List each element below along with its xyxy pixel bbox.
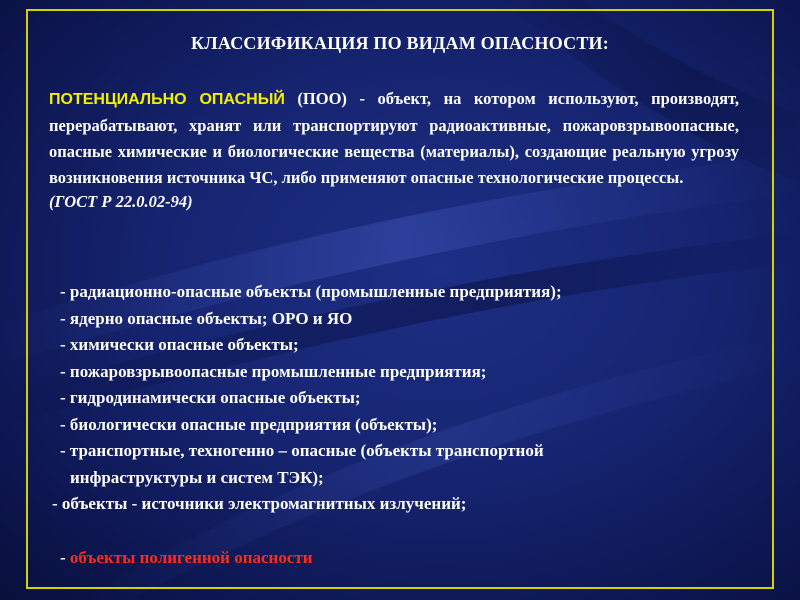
slide-title: КЛАССИФИКАЦИЯ ПО ВИДАМ ОПАСНОСТИ:: [191, 33, 609, 53]
polygenic-hazard-text: объекты полигенной опасности: [69, 548, 313, 567]
list-dash: -: [60, 548, 70, 567]
hazard-object-list: [52, 279, 760, 518]
polygenic-hazard-item: [60, 548, 313, 568]
list-item: - пожаровзрывоопасные промышленные предприятия;: [60, 361, 487, 381]
definition-term: ПОТЕНЦИАЛЬНО ОПАСНЫЙ: [49, 91, 285, 108]
list-item-continuation: инфраструктуры и систем ТЭК);: [70, 467, 324, 487]
list-item: - объекты - источники электромагнитных излучений;: [52, 494, 467, 513]
list-item: - гидродинамически опасные объекты;: [60, 388, 361, 407]
gost-reference: (ГОСТ Р 22.0.02-94): [49, 192, 193, 211]
definition-text: (ПОО) - объект, на котором используют, производят, перерабатывают, хранят или транспортируют радиоактивные, пожаровзрывоопасные, опасные химические и биологические вещества (материалы), создающие реальную угрозу возникновения источника ЧС, либо применяют опасные технологические процессы.: [49, 89, 739, 187]
list-item: - биологически опасные предприятия (объекты);: [60, 414, 438, 434]
list-item: - химически опасные объекты;: [60, 335, 299, 354]
definition-paragraph: [49, 86, 739, 215]
list-item: - транспортные, техногенно – опасные (объекты транспортной: [60, 441, 544, 460]
list-item: - радиационно-опасные объекты (промышленные предприятия);: [60, 282, 562, 301]
list-item: - ядерно опасные объекты; ОРО и ЯО: [60, 308, 353, 328]
